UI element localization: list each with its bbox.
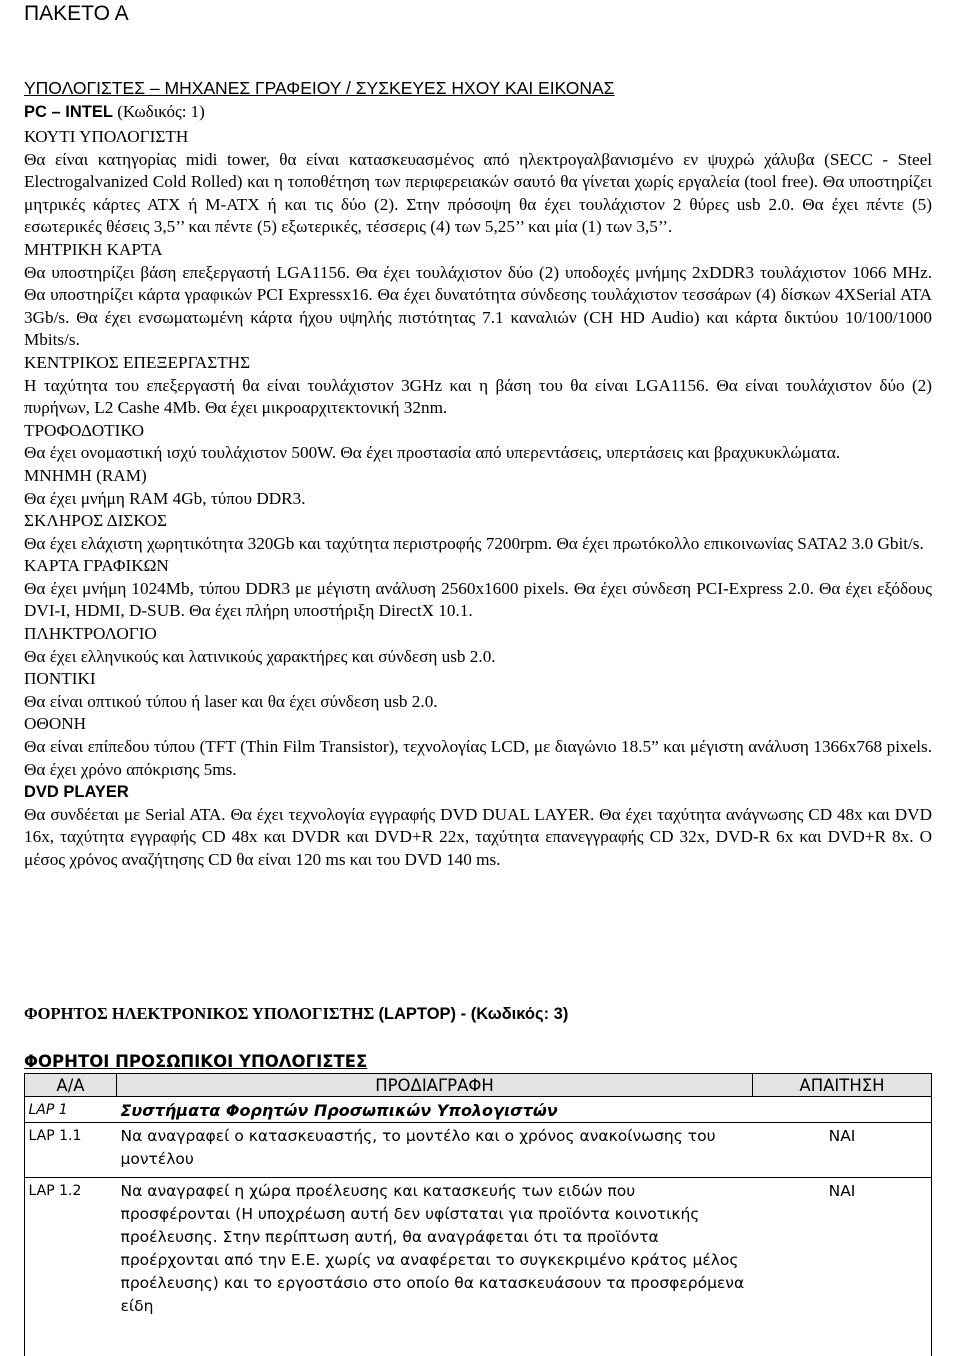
section-text: Θα υποστηρίζει βάση επεξεργαστή LGA1156. Θα έχει τουλάχιστον δύο (2) υποδοχές μνήμης 2xDDR3 τουλάχιστον 1066 MHz. Θα υποστηρίζει κάρτα γραφικών PCI Expressx16. Θα έχει δυνατότητα σύνδεσης τουλάχιστον τεσσάρων (4) δίσκων 4XSerial ATA 3Gb/s. Θα έχει ενσωματωμένη κάρτα ήχου υψηλής πιστότητας 7.1 καναλιών (CH HD Audio) και κάρτα δικτύου 10/100/1000 Mbits/s. [24,262,932,350]
section-ram [24,465,932,510]
col-header-number: Α/Α [25,1074,117,1097]
laptop-code: (LAPTOP) - (Κωδικός: 3) [378,1005,569,1023]
table-border-left [24,1073,25,1356]
section-case [24,126,932,239]
section-heading: ΣΚΛΗΡΟΣ ΔΙΣΚΟΣ [24,511,168,531]
section-heading: ΠΛΗΚΤΡΟΛΟΓΙΟ [24,624,157,644]
group-code: LAP 1 [25,1097,117,1123]
pc-heading: PC – INTEL [24,103,113,121]
col-header-spec: ΠΡΟΔΙΑΓΡΑΦΗ [117,1074,753,1097]
section-text: Θα έχει μνήμη RAM 4Gb, τύπου DDR3. [24,488,306,508]
section-heading: ΚΟΥΤΙ ΥΠΟΛΟΓΙΣΤΗ [24,127,189,146]
section-psu [24,420,932,465]
table-header-row [25,1074,932,1097]
section-dvd [24,781,932,871]
section-heading: ΤΡΟΦΟΔΟΤΙΚΟ [24,420,145,440]
table-row [25,1123,932,1178]
group-title: Συστήματα Φορητών Προσωπικών Υπολογιστών [117,1097,932,1123]
section-text: Θα είναι οπτικού τύπου ή laser και θα έχει σύνδεση usb 2.0. [24,691,438,711]
row-code: LAP 1.2 [25,1178,117,1319]
section-text: Θα συνδέεται με Serial ATA. Θα έχει τεχνολογία εγγραφής DVD DUAL LAYER. Θα έχει ταχύτητα ανάγνωσης CD 48x και DVD 16x, ταχύτητα εγγραφής CD 48x και DVDR και DVD+R 22x, ταχύτητα επανεγγραφής CD 32x, DVD-R 6x και DVD+R 8x. Ο μέσος χρόνος αναζήτησης CD θα είναι 120 ms και του DVD 140 ms. [24,804,932,869]
section-heading: ΚΑΡΤΑ ΓΡΑΦΙΚΩΝ [24,556,169,576]
category-heading: ΥΠΟΛΟΓΙΣΤΕΣ – ΜΗΧΑΝΕΣ ΓΡΑΦΕΙΟΥ / ΣΥΣΚΕΥΕΣ ΗΧΟΥ ΚΑΙ ΕΙΚΟΝΑΣ [24,78,615,98]
table-row [25,1178,932,1319]
section-monitor [24,713,932,781]
page-title: ΠΑΚΕΤΟ Α [24,2,129,25]
section-text: Θα έχει ελληνικούς και λατινικούς χαρακτήρες και σύνδεση usb 2.0. [24,646,496,666]
section-heading: ΠΟΝΤΙΚΙ [24,669,96,689]
section-motherboard [24,239,932,352]
section-gpu [24,555,932,623]
row-spec: Να αναγραφεί η χώρα προέλευσης και κατασκευής των ειδών που προσφέρονται (Η υποχρέωση αυτή δεν υφίσταται για προϊόντα κοινοτικής προέλευσης. Στην περίπτωση αυτή, θα αναγράφεται ότι τα προϊόντα προέρχονται από την Ε.Ε. χωρίς να αναφέρεται το συγκεκριμένο κράτος μέλος προέλευσης) και το εργοστάσιο στο οποίο θα κατασκευάσουν τα προσφερόμενα είδη [117,1178,753,1319]
section-text: Η ταχύτητα του επεξεργαστή θα είναι τουλάχιστον 3GHz και η βάση του θα είναι LGA1156. Θα είναι τουλάχιστον δύο (2) πυρήνων, L2 Cashe 4Mb. Θα έχει μικροαρχιτεκτονική 32nm. [24,375,932,418]
row-code: LAP 1.1 [25,1123,117,1178]
section-hdd [24,510,932,555]
spec-table [24,1073,932,1318]
spec-sections [24,126,932,872]
pc-code: (Κωδικός: 1) [117,102,205,121]
section-heading: ΜΝΗΜΗ (RAM) [24,465,147,485]
pc-heading-line [24,102,205,122]
section-heading: ΚΕΝΤΡΙΚΟΣ ΕΠΕΞΕΡΓΑΣΤΗΣ [24,352,251,372]
table-title: ΦΟΡΗΤΟΙ ΠΡΟΣΩΠΙΚΟΙ ΥΠΟΛΟΓΙΣΤΕΣ [24,1052,368,1071]
col-header-requirement: ΑΠΑΙΤΗΣΗ [753,1074,932,1097]
row-spec: Να αναγραφεί ο κατασκευαστής, το μοντέλο και ο χρόνος ανακοίνωσης του μοντέλου [117,1123,753,1178]
section-text: Θα είναι κατηγορίας midi tower, θα είναι κατασκευασμένος από ηλεκτρογαλβανισμένο εν ψυχρώ χάλυβα (SECC - Steel Electrogalvanized Cold Rolled) και η τοποθέτηση των περιφερειακών σαυτό θα γίνεται χωρίς εργαλεία (tool free). Θα υποστηρίζει μητρικές κάρτες ΑΤΧ ή Μ-ΑΤΧ ή και τις δύο (2). Στην πρόσοψη θα έχει τουλάχιστον 2 θύρες usb 2.0. Θα έχει πέντε (5) εσωτερικές θέσεις 3,5’’ και πέντε (5) εξωτερικές, τέσσερις (4) των 5,25’’ και μία (1) των 3,5’’. [24,149,932,237]
section-cpu [24,352,932,420]
section-text: Θα έχει ονομαστική ισχύ τουλάχιστον 500W. Θα έχει προστασία από υπερεντάσεις, υπερτάσεις και βραχυκυκλώματα. [24,443,841,463]
section-heading: ΜΗΤΡΙΚΗ ΚΑΡΤΑ [24,239,163,259]
section-heading: DVD PLAYER [24,783,129,802]
table-border-right [931,1073,932,1356]
section-text: Θα είναι επίπεδου τύπου (TFT (Thin Film Transistor), τεχνολογίας LCD, με διαγώνιο 18.5” και μέγιστη ανάλυση 1366x768 pixels. Θα έχει χρόνο απόκρισης 5ms. [24,737,932,779]
section-mouse [24,668,932,713]
laptop-heading: ΦΟΡΗΤΟΣ ΗΛΕΚΤΡΟΝΙΚΟΣ ΥΠΟΛΟΓΙΣΤΗΣ [24,1004,375,1023]
laptop-heading-line [24,1004,568,1024]
section-text: Θα έχει μνήμη 1024Mb, τύπου DDR3 με μέγιστη ανάλυση 2560x1600 pixels. Θα έχει σύνδεση PCI-Express 2.0. Θα έχει εξόδους DVI-I, HDMI, D-SUB. Θα έχει πλήρη υποστήριξη DirectX 10.1. [24,578,932,621]
row-requirement: ΝΑΙ [753,1123,932,1178]
section-text: Θα έχει ελάχιστη χωρητικότητα 320Gb και ταχύτητα περιστροφής 7200rpm. Θα έχει πρωτόκολλο επικοινωνίας SATA2 3.0 Gbit/s. [24,533,924,553]
table-group-row [25,1097,932,1123]
section-heading: ΟΘΟΝΗ [24,714,87,734]
row-requirement: ΝΑΙ [753,1178,932,1319]
section-keyboard [24,623,932,668]
